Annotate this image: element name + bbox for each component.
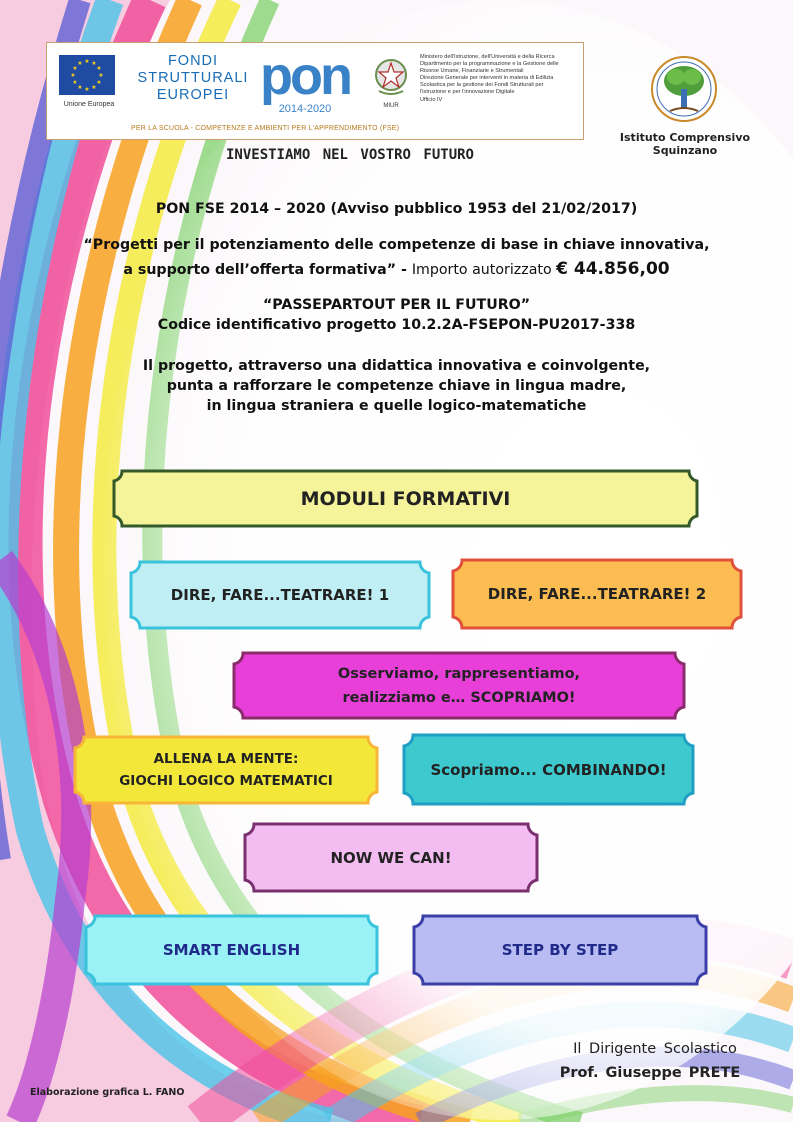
pon-fse-line: PON FSE 2014 – 2020 (Avviso pubblico 1953 del 21/02/2017) bbox=[155, 201, 638, 217]
module-card[interactable] bbox=[129, 560, 431, 630]
svg-text:★: ★ bbox=[96, 65, 102, 72]
banner-footer: PER LA SCUOLA - COMPETENZE E AMBIENTI PER L'APPRENDIMENTO (FSE) bbox=[131, 125, 400, 132]
module-label: NOW WE CAN! bbox=[330, 848, 452, 867]
module-label: DIRE, FARE...TEATRARE! 2 bbox=[487, 585, 707, 603]
svg-text:★: ★ bbox=[98, 72, 104, 79]
svg-text:★: ★ bbox=[96, 79, 102, 86]
school-name-line: Istituto Comprensivo bbox=[619, 131, 751, 144]
miur-label: MIUR bbox=[383, 103, 399, 109]
module-card[interactable] bbox=[402, 733, 695, 806]
italian-emblem-icon bbox=[373, 55, 409, 97]
module-card[interactable] bbox=[84, 914, 379, 986]
school-tree-logo-icon bbox=[650, 55, 718, 123]
description-line: punta a rafforzare le competenze chiave in lingua madre, bbox=[166, 378, 627, 394]
svg-text:★: ★ bbox=[72, 65, 78, 72]
project-title: “PASSEPARTOUT PER IL FUTURO” bbox=[262, 297, 531, 313]
svg-text:★: ★ bbox=[70, 72, 76, 79]
module-label: SMART ENGLISH bbox=[162, 941, 301, 959]
fondi-line: STRUTTURALI bbox=[137, 70, 249, 86]
funding-line bbox=[0, 259, 793, 279]
svg-text:★: ★ bbox=[84, 86, 90, 93]
pon-header-banner bbox=[46, 42, 584, 140]
svg-text:★: ★ bbox=[77, 84, 83, 91]
fondi-line: EUROPEI bbox=[156, 87, 230, 103]
tagline: INVESTIAMO NEL VOSTRO FUTURO bbox=[225, 147, 474, 163]
school-name bbox=[600, 131, 770, 157]
project-code: Codice identificativo progetto 10.2.2A-FSEPON-PU2017-338 bbox=[157, 317, 636, 333]
module-label: Scopriamo... COMBINANDO! bbox=[430, 760, 667, 779]
module-card[interactable] bbox=[232, 651, 686, 720]
modules-heading-text: MODULI FORMATIVI bbox=[300, 487, 511, 510]
signer-role: Il Dirigente Scolastico bbox=[573, 1041, 737, 1057]
pon-logo: pon bbox=[260, 46, 350, 106]
svg-text:★: ★ bbox=[84, 58, 90, 65]
svg-text:★: ★ bbox=[91, 60, 97, 67]
svg-text:★: ★ bbox=[91, 84, 97, 91]
module-label: STEP BY STEP bbox=[501, 941, 619, 959]
project-type-line: “Progetti per il potenziamento delle competenze di base in chiave innovativa, bbox=[83, 237, 710, 253]
eu-label: Unione Europea bbox=[63, 101, 115, 108]
module-card[interactable] bbox=[73, 735, 379, 805]
svg-text:★: ★ bbox=[77, 60, 83, 67]
funding-lead: a supporto dell’offerta formativa” - bbox=[123, 262, 412, 278]
ministry-text: Ministero dell'Istruzione, dell'Università e della Ricerca Dipartimento per la programmazione e la Gestione delle Risorse Umane, Finanziarie e Strumentali Direzione Generale per interventi in materia di Edilizia Scolastica per la gestione dei Fondi Strutturali per l'istruzione e per l'innovazione Digitale Ufficio IV bbox=[420, 54, 559, 103]
graphic-credit: Elaborazione grafica L. FANO bbox=[30, 1087, 185, 1098]
fondi-line: FONDI bbox=[167, 53, 219, 69]
description-line: in lingua straniera e quelle logico-matematiche bbox=[206, 398, 587, 414]
module-card[interactable] bbox=[412, 914, 708, 986]
pon-years: 2014-2020 bbox=[278, 103, 332, 115]
description-line: Il progetto, attraverso una didattica innovativa e coinvolgente, bbox=[142, 358, 651, 374]
funding-label: Importo autorizzato bbox=[411, 262, 557, 278]
signer-name: Prof. Giuseppe PRETE bbox=[559, 1065, 741, 1081]
module-card[interactable] bbox=[451, 558, 743, 630]
school-name-line: Squinzano bbox=[652, 144, 718, 157]
modules-heading bbox=[112, 469, 699, 528]
funding-amount: € 44.856,00 bbox=[556, 259, 670, 279]
module-label: DIRE, FARE...TEATRARE! 1 bbox=[170, 586, 390, 604]
eu-flag-icon bbox=[59, 55, 115, 95]
module-card[interactable] bbox=[243, 822, 539, 893]
svg-text:★: ★ bbox=[72, 79, 78, 86]
fondi-strutturali-logo bbox=[133, 53, 253, 104]
module-label: ALLENA LA MENTE: GIOCHI LOGICO MATEMATICI bbox=[119, 751, 333, 789]
module-label: Osserviamo, rappresentiamo, realizziamo e… SCOPRIAMO! bbox=[337, 665, 581, 706]
